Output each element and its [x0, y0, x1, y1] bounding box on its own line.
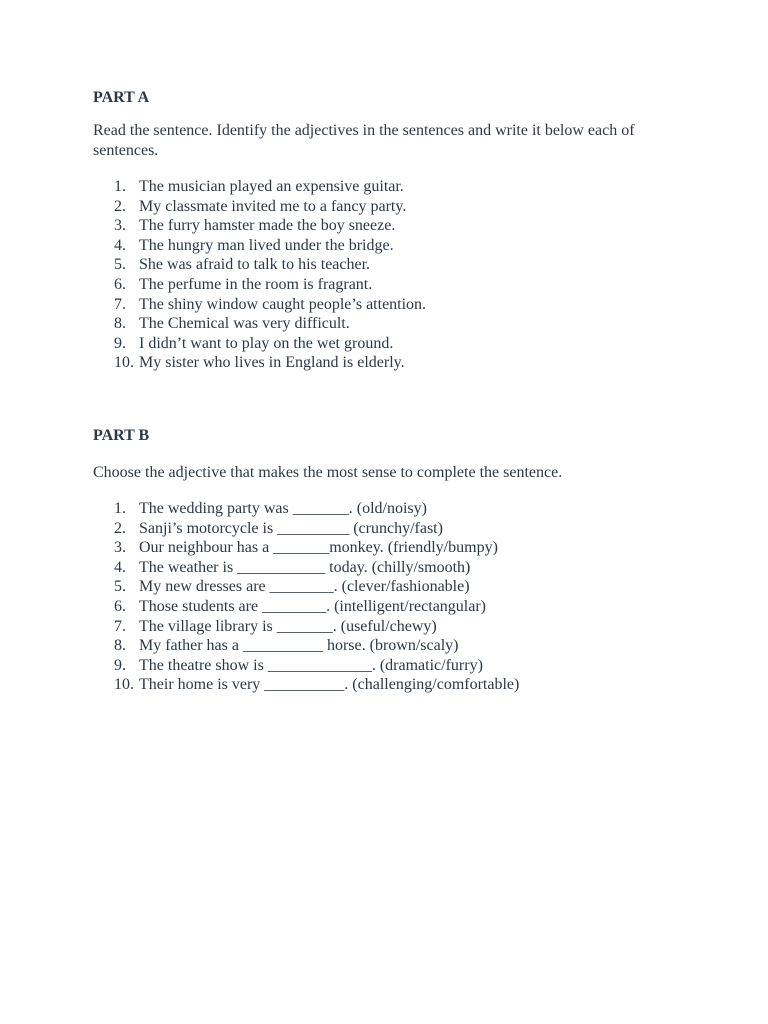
list-item: [114, 334, 426, 354]
list-item: [114, 275, 426, 295]
item-number: 3.: [114, 217, 126, 235]
item-number: 7.: [114, 295, 126, 313]
item-text: I didn’t want to play on the wet ground.: [139, 334, 394, 352]
item-text: The shiny window caught people’s attention.: [139, 295, 427, 313]
item-text: The weather is ___________ today. (chilly/smooth): [139, 558, 471, 576]
part-a-heading: PART A: [93, 89, 150, 106]
list-item: [114, 255, 426, 275]
item-text: My classmate invited me to a fancy party.: [139, 197, 407, 215]
list-item: [114, 558, 519, 578]
item-text: Our neighbour has a _______monkey. (friendly/bumpy): [139, 539, 498, 557]
item-number: 6.: [114, 275, 126, 293]
item-text: The wedding party was _______. (old/noisy): [139, 500, 427, 517]
item-number: 4.: [114, 558, 126, 576]
item-text: My father has a __________ horse. (brown/scaly): [139, 637, 459, 655]
item-number: 5.: [114, 578, 126, 596]
item-number: 9.: [114, 334, 126, 352]
item-number: 8.: [114, 315, 126, 333]
list-item: [114, 675, 519, 695]
list-item: [114, 577, 519, 597]
item-number: 10.: [114, 676, 134, 694]
part-b-heading: PART B: [93, 427, 150, 444]
list-item: [114, 353, 426, 373]
item-text: The hungry man lived under the bridge.: [139, 236, 394, 254]
item-number: 1.: [114, 178, 126, 195]
list-item: [114, 499, 519, 519]
item-text: Their home is very __________. (challenging/comfortable): [139, 676, 520, 694]
part-b-instruction: Choose the adjective that makes the most sense to complete the sentence.: [93, 464, 563, 481]
item-number: 8.: [114, 637, 126, 655]
list-item: [114, 636, 519, 656]
item-number: 1.: [114, 500, 126, 517]
part-a-list: [114, 177, 426, 373]
item-text: My sister who lives in England is elderly.: [139, 354, 405, 372]
item-number: 3.: [114, 539, 126, 557]
list-item: [114, 216, 426, 236]
list-item: [114, 656, 519, 676]
list-item: [114, 197, 426, 217]
item-text: Sanji’s motorcycle is _________ (crunchy/fast): [139, 519, 443, 537]
item-text: My new dresses are ________. (clever/fashionable): [139, 578, 470, 596]
item-number: 2.: [114, 519, 126, 537]
item-number: 7.: [114, 617, 126, 635]
part-a-instruction: Read the sentence. Identify the adjectives in the sentences and write it below each of sentences.: [93, 122, 635, 159]
list-item: [114, 617, 519, 637]
item-text: The village library is _______. (useful/chewy): [139, 617, 437, 635]
list-item: [114, 538, 519, 558]
item-text: The Chemical was very difficult.: [139, 315, 350, 333]
list-item: [114, 314, 426, 334]
item-text: The perfume in the room is fragrant.: [139, 275, 373, 293]
list-item: [114, 295, 426, 315]
item-text: She was afraid to talk to his teacher.: [139, 256, 371, 274]
item-text: The furry hamster made the boy sneeze.: [139, 217, 396, 235]
item-text: Those students are ________. (intelligent/rectangular): [139, 597, 487, 615]
list-item: [114, 236, 426, 256]
list-item: [114, 597, 519, 617]
item-number: 2.: [114, 197, 126, 215]
item-text: The theatre show is _____________. (dramatic/furry): [139, 656, 483, 674]
item-number: 4.: [114, 236, 126, 254]
part-b-list: [114, 499, 519, 695]
list-item: [114, 519, 519, 539]
item-number: 5.: [114, 256, 126, 274]
item-text: The musician played an expensive guitar.: [139, 178, 404, 195]
item-number: 6.: [114, 597, 126, 615]
item-number: 10.: [114, 354, 134, 372]
item-number: 9.: [114, 656, 126, 674]
list-item: [114, 177, 426, 197]
